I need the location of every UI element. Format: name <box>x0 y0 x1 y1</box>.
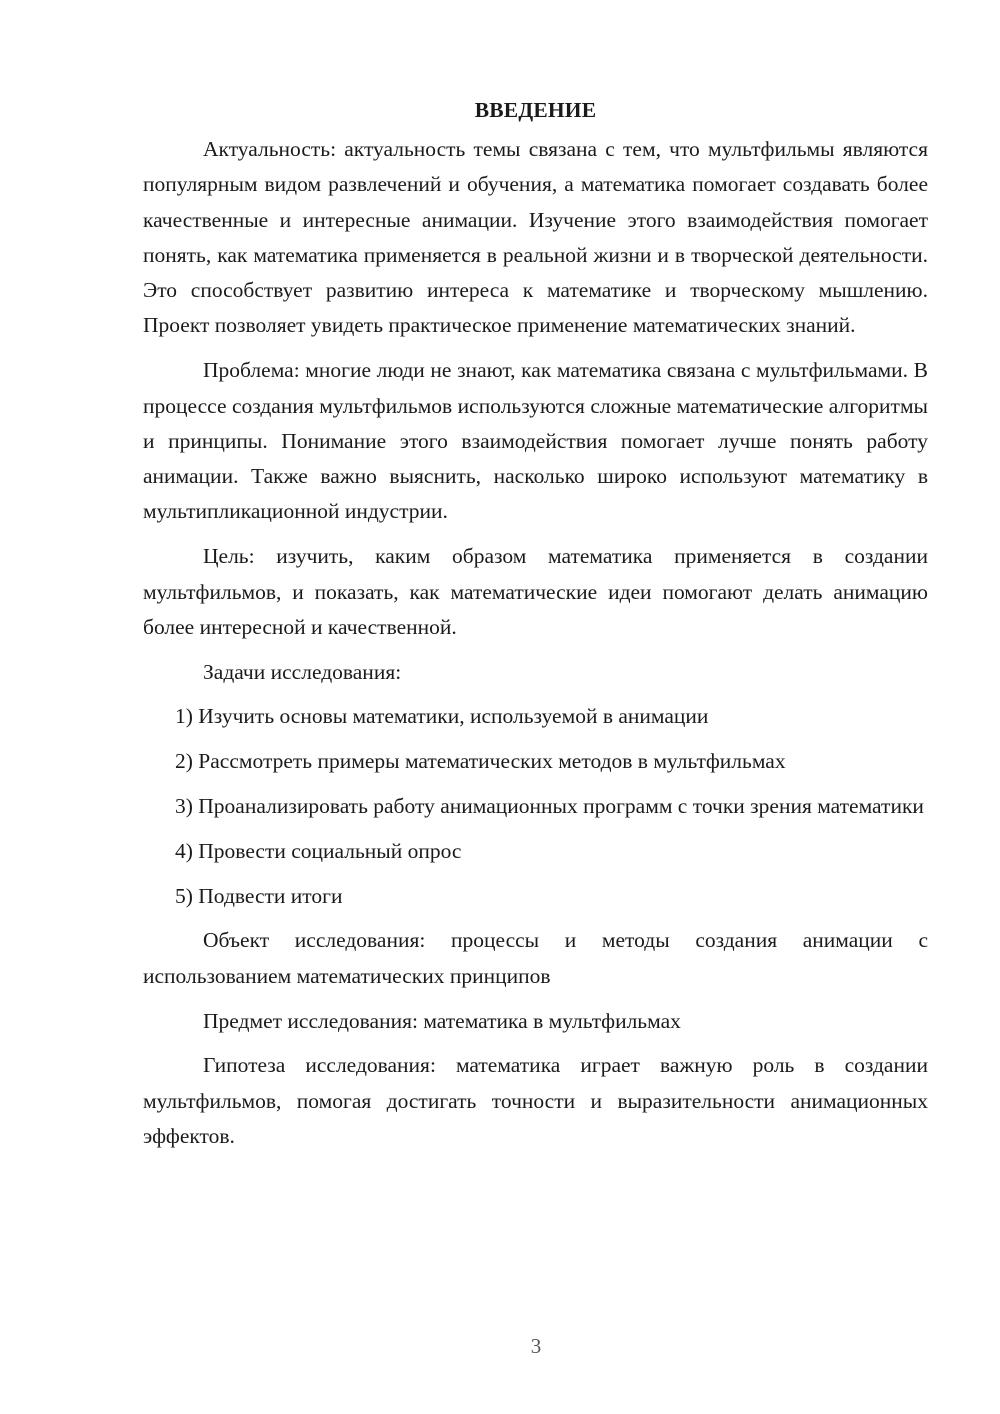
paragraph-subject: Предмет исследования: математика в мультфильмах <box>203 1008 681 1033</box>
page-number: 3 <box>530 1334 542 1358</box>
paragraph-relevance: Актуальность: актуальность темы связана с тем, что мультфильмы являются популярным видом развлечений и обучения, а математика помогает создавать более качественные и интересные анимации. Изучение этого взаимодействия помогает понять, как математика применяется в реальной жизни и в творческой деятельности. Это способствует развитию интереса к математике и творческому мышлению. Проект позволяет увидеть практическое применение математических знаний. <box>143 137 928 338</box>
paragraph-object: Объект исследования: процессы и методы создания анимации с использованием математических принципов <box>143 928 928 988</box>
task-item-2: 2) Рассмотреть примеры математических методов в мультфильмах <box>175 749 786 774</box>
task-item-4: 4) Провести социальный опрос <box>175 838 462 863</box>
tasks-title: Задачи исследования: <box>203 659 402 684</box>
task-item-1: 1) Изучить основы математики, используемой в анимации <box>175 704 709 729</box>
page-title: ВВЕДЕНИЕ <box>474 98 597 122</box>
task-item-5: 5) Подвести итоги <box>175 883 343 908</box>
paragraph-hypothesis: Гипотеза исследования: математика играет важную роль в создании мультфильмов, помогая достигать точности и выразительности анимационных эффектов. <box>143 1053 928 1148</box>
task-item-3: 3) Проанализировать работу анимационных программ с точки зрения математики <box>175 794 924 819</box>
paragraph-goal: Цель: изучить, каким образом математика применяется в создании мультфильмов, и показать, как математические идеи помогают делать анимацию более интересной и качественной. <box>143 544 928 639</box>
paragraph-problem: Проблема: многие люди не знают, как математика связана с мультфильмами. В процессе создания мультфильмов используются сложные математические алгоритмы и принципы. Понимание этого взаимодействия помогает лучше понять работу анимации. Также важно выяснить, насколько широко используют математику в мультипликационной индустрии. <box>143 358 928 524</box>
document-page <box>143 92 928 1164</box>
